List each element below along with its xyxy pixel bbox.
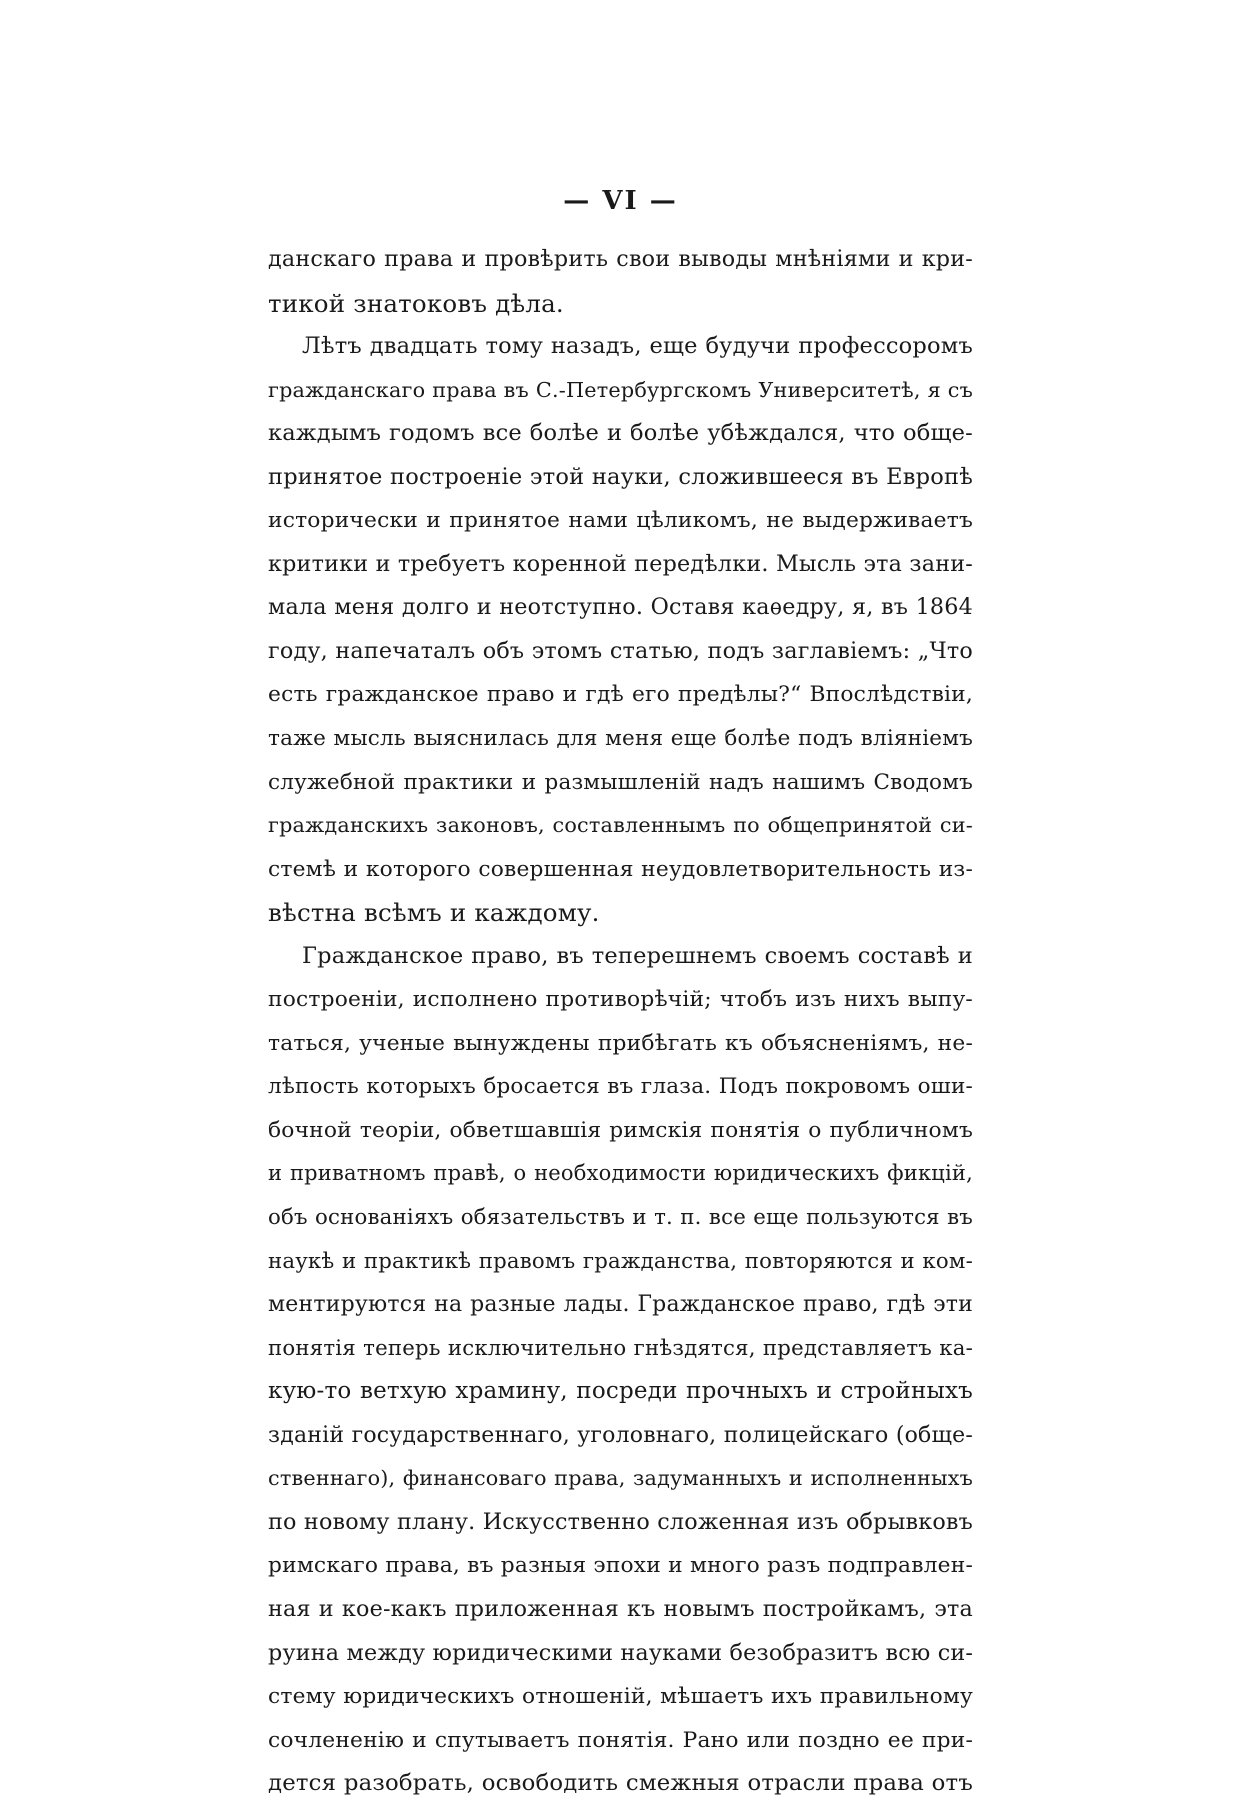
text-line: данскаго права и провѣрить свои выводы мнѣніями и кри- bbox=[268, 246, 973, 272]
text-line: стему юридическихъ отношеній, мѣшаетъ ихъ правильному bbox=[268, 1684, 973, 1710]
text-line: таться, ученые вынуждены прибѣгать къ объясненіямъ, не- bbox=[268, 1030, 973, 1056]
paragraph-start-line: Гражданское право, въ теперешнемъ своемъ составѣ и bbox=[302, 942, 973, 969]
text-line: наукѣ и практикѣ правомъ гражданства, повторяются и ком- bbox=[268, 1248, 973, 1274]
text-line: году, напечаталъ объ этомъ статью, подъ заглавіемъ: „Что bbox=[268, 637, 973, 664]
text-line: служебной практики и размышленій надъ нашимъ Сводомъ bbox=[268, 769, 973, 795]
text-line: таже мысль выяснилась для меня еще болѣе подъ вліяніемъ bbox=[268, 726, 973, 752]
text-line: по новому плану. Искусственно сложенная изъ обрывковъ bbox=[268, 1508, 973, 1535]
text-line: стемѣ и которого совершенная неудовлетворительность из- bbox=[268, 856, 973, 882]
text-line: ная и кое-какъ приложенная къ новымъ постройкамъ, эта bbox=[268, 1595, 973, 1622]
text-line: тикой знатоковъ дѣла. bbox=[268, 288, 564, 318]
body-text bbox=[268, 238, 973, 1806]
text-line: ственнаго), финансоваго права, задуманныхъ и исполненныхъ bbox=[268, 1466, 973, 1491]
text-line: объ основаніяхъ обязательствъ и т. п. все еще пользуются въ bbox=[268, 1205, 973, 1231]
text-line: есть гражданское право и гдѣ его предѣлы?“ Впослѣдствіи, bbox=[268, 682, 973, 708]
text-line: критики и требуетъ коренной передѣлки. Мысль эта зани- bbox=[268, 550, 973, 577]
text-line: бочной теоріи, обветшавшія римскія понятія о публичномъ bbox=[268, 1117, 973, 1143]
text-line: сочлененію и спутываетъ понятія. Рано или поздно ее при- bbox=[268, 1727, 973, 1753]
text-line: каждымъ годомъ все болѣе и болѣе убѣждался, что обще- bbox=[268, 420, 973, 447]
text-line: гражданскаго права въ С.-Петербургскомъ Университетѣ, я съ bbox=[268, 377, 973, 402]
text-line: ментируются на разные лады. Гражданское право, гдѣ эти bbox=[268, 1292, 973, 1318]
text-line: кую-то ветхую храмину, посреди прочныхъ и стройныхъ bbox=[268, 1378, 973, 1405]
text-line: дется разобрать, освободить смежныя отрасли права отъ bbox=[268, 1770, 973, 1797]
text-line: исторически и принятое нами цѣликомъ, не выдерживаетъ bbox=[268, 508, 973, 534]
text-line: гражданскихъ законовъ, составленнымъ по общепринятой си- bbox=[268, 813, 973, 838]
text-line: принятое построеніе этой науки, сложившееся въ Европѣ bbox=[268, 463, 973, 490]
page-number-header: — VI — bbox=[563, 186, 678, 216]
paragraph-start-line: Лѣтъ двадцать тому назадъ, еще будучи профессоромъ bbox=[302, 333, 973, 360]
text-line: римскаго права, въ разныя эпохи и много разъ подправлен- bbox=[268, 1553, 973, 1579]
text-line: построеніи, исполнено противорѣчій; чтобъ изъ нихъ выпу- bbox=[268, 987, 973, 1013]
text-line: зданій государственнаго, уголовнаго, полицейскаго (обще- bbox=[268, 1422, 973, 1448]
text-line: лѣпость которыхъ бросается въ глаза. Подъ покровомъ оши- bbox=[268, 1074, 973, 1100]
text-line: руина между юридическими науками безобразитъ всю си- bbox=[268, 1639, 974, 1666]
text-line: понятія теперь исключительно гнѣздятся, представляетъ ка- bbox=[268, 1335, 973, 1361]
text-line: мала меня долго и неотступно. Оставя каѳедру, я, въ 1864 bbox=[268, 594, 973, 621]
text-line: и приватномъ правѣ, о необходимости юридическихъ фикцій, bbox=[268, 1161, 973, 1186]
text-line: вѣстна всѣмъ и каждому. bbox=[268, 898, 600, 928]
